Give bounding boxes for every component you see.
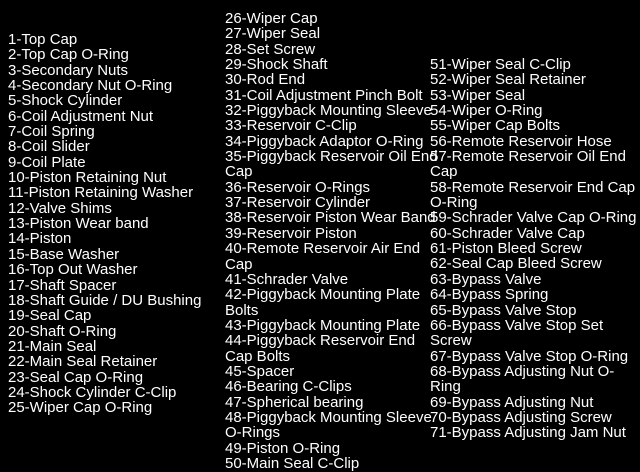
part-list-item: 15-Base Washer xyxy=(8,245,120,263)
part-list-item: 54-Wiper O-Ring xyxy=(430,102,543,120)
part-list-item: 11-Piston Retaining Washer xyxy=(8,184,194,202)
part-list-item: 50-Main Seal C-Clip xyxy=(225,454,360,472)
part-list-item: 64-Bypass Spring xyxy=(430,286,549,304)
part-list-item: 36-Reservoir O-Rings xyxy=(225,178,371,196)
parts-list-column-1 xyxy=(8,32,222,416)
part-list-item: 2-Top Cap O-Ring xyxy=(8,46,129,64)
part-list-item: 25-Wiper Cap O-Ring xyxy=(8,399,153,417)
part-list-item: 51-Wiper Seal C-Clip xyxy=(430,56,571,73)
part-list-item: 33-Reservoir C-Clip xyxy=(225,117,357,135)
part-list-item: 24-Shock Cylinder C-Clip xyxy=(8,383,177,401)
part-list-item: 30-Rod End xyxy=(225,71,306,89)
part-list-item: 62-Seal Cap Bleed Screw xyxy=(430,255,602,273)
part-list-item: 5-Shock Cylinder xyxy=(8,92,123,110)
part-list-item: 39-Reservoir Piston xyxy=(225,224,357,242)
part-list-item: 26-Wiper Cap xyxy=(225,10,318,27)
part-list-item: 14-Piston xyxy=(8,230,72,248)
part-list-item: 17-Shaft Spacer xyxy=(8,276,117,294)
part-list-item: 42-Piggyback Mounting Plate Bolts xyxy=(225,286,421,319)
part-list-item: 20-Shaft O-Ring xyxy=(8,322,117,340)
part-list-item: 43-Piggyback Mounting Plate xyxy=(225,316,421,334)
part-list-item: 46-Bearing C-Clips xyxy=(225,378,352,396)
part-list-item: 21-Main Seal xyxy=(8,337,97,355)
part-list-item: 28-Set Screw xyxy=(225,40,316,58)
part-list-item: 23-Seal Cap O-Ring xyxy=(8,368,144,386)
part-list-item: 56-Remote Reservoir Hose xyxy=(430,132,612,150)
part-list-item: 59-Schrader Valve Cap O-Ring xyxy=(430,209,637,227)
part-list-item: 10-Piston Retaining Nut xyxy=(8,169,167,187)
part-list-item: 31-Coil Adjustment Pinch Bolt xyxy=(225,86,423,104)
part-list-item: 60-Schrader Valve Cap xyxy=(430,224,585,242)
part-list-item: 45-Spacer xyxy=(225,362,295,380)
part-list-item: 9-Coil Plate xyxy=(8,153,86,171)
part-list-item: 65-Bypass Valve Stop xyxy=(430,301,577,319)
part-list-item: 40-Remote Reservoir Air End Cap xyxy=(225,240,421,273)
part-list-item: 19-Seal Cap xyxy=(8,307,92,325)
part-list-item: 16-Top Out Washer xyxy=(8,261,138,279)
part-list-item: 12-Valve Shims xyxy=(8,199,112,217)
part-list-item: 32-Piggyback Mounting Sleeve xyxy=(225,102,432,120)
part-list-item: 34-Piggyback Adaptor O-Ring xyxy=(225,132,424,150)
part-list-item: 7-Coil Spring xyxy=(8,123,95,141)
part-list-item: 6-Coil Adjustment Nut xyxy=(8,107,154,125)
part-list-item: 27-Wiper Seal xyxy=(225,25,321,43)
part-list-item: 29-Shock Shaft xyxy=(225,56,328,74)
part-list-item: 48-Piggyback Mounting Sleeve O-Rings xyxy=(225,408,432,442)
part-list-item: 57-Remote Reservoir Oil End Cap xyxy=(430,148,626,181)
part-list-item: 55-Wiper Cap Bolts xyxy=(430,117,561,135)
part-list-item: 3-Secondary Nuts xyxy=(8,61,129,79)
part-list-item: 44-Piggyback Reservoir End Cap Bolts xyxy=(225,332,416,365)
part-list-item: 70-Bypass Adjusting Screw xyxy=(430,408,612,426)
part-list-item: 35-Piggyback Reservoir Oil End Cap xyxy=(225,148,438,181)
part-list-item: 1-Top Cap xyxy=(8,31,78,48)
part-list-item: 41-Schrader Valve xyxy=(225,270,349,288)
part-list-item: 69-Bypass Adjusting Nut xyxy=(430,393,594,411)
part-list-item: 22-Main Seal Retainer xyxy=(8,353,158,371)
part-list-item: 37-Reservoir Cylinder xyxy=(225,194,371,212)
part-list-item: 18-Shaft Guide / DU Bushing xyxy=(8,291,202,309)
part-list-item: 49-Piston O-Ring xyxy=(225,439,341,457)
parts-list-column-3 xyxy=(430,57,638,441)
part-list-item: 8-Coil Slider xyxy=(8,138,90,156)
parts-list-column-2 xyxy=(225,11,438,471)
part-list-item: 66-Bypass Valve Stop Set Screw xyxy=(430,316,604,350)
part-list-item: 67-Bypass Valve Stop O-Ring xyxy=(430,347,629,365)
part-list-item: 63-Bypass Valve xyxy=(430,270,542,288)
part-list-item: 38-Reservoir Piston Wear Band xyxy=(225,209,436,227)
part-list-item: 61-Piston Bleed Screw xyxy=(430,240,582,258)
part-list-item: 47-Spherical bearing xyxy=(225,393,364,411)
part-list-item: 4-Secondary Nut O-Ring xyxy=(8,77,173,95)
part-list-item: 53-Wiper Seal xyxy=(430,86,526,104)
part-list-item: 52-Wiper Seal Retainer xyxy=(430,71,586,89)
part-list-item: 13-Piston Wear band xyxy=(8,215,149,233)
part-list-item: 71-Bypass Adjusting Jam Nut xyxy=(430,424,626,442)
part-list-item: 58-Remote Reservoir End Cap O-Ring xyxy=(430,178,636,212)
part-list-item: 68-Bypass Adjusting Nut O-Ring xyxy=(430,362,615,396)
